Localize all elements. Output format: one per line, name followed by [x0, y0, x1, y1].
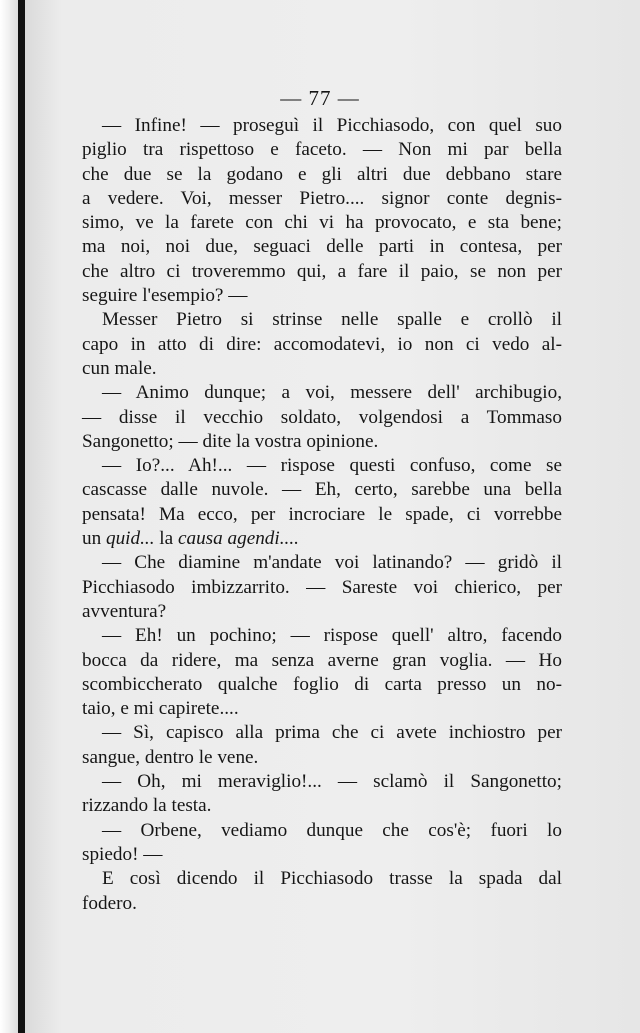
- text-fragment: un: [82, 528, 106, 550]
- text-line: Sangonetto; — dite la vostra opinione.: [82, 430, 379, 452]
- text-line: — Infine! — proseguì il Picchiasodo, con quel suo: [102, 115, 562, 136]
- italic-phrase: causa agendi....: [177, 528, 299, 550]
- text-line: seguire l'esempio? —: [82, 285, 248, 307]
- text-line: taio, e mi capirete....: [82, 698, 239, 720]
- text-line: che due se la godano e gli altri due debbano stare: [82, 163, 562, 185]
- page-gutter: [0, 0, 20, 1033]
- italic-phrase: quid...: [105, 528, 155, 550]
- text-line: — Eh! un pochino; — rispose quell' altro, facendo: [102, 625, 562, 647]
- text-line: cun male.: [82, 357, 157, 379]
- text-line: — disse il vecchio soldato, volgendosi a Tommaso: [82, 406, 562, 428]
- text-line: spiedo! —: [82, 843, 163, 865]
- text-line: avventura?: [82, 600, 167, 622]
- text-line: scombiccherato qualche foglio di carta presso un no-: [82, 673, 562, 695]
- text-line: — Animo dunque; a voi, messere dell' archibugio,: [102, 382, 562, 404]
- text-line: ma noi, noi due, seguaci delle parti in contesa, per: [82, 236, 562, 258]
- body-text: [82, 114, 562, 916]
- text-line: [82, 527, 562, 551]
- text-line: — Io?... Ah!... — rispose questi confuso, come se: [102, 455, 562, 477]
- book-spine-shadow: [18, 0, 25, 1033]
- text-line: capo in atto di dire: accomodatevi, io non ci vedo al-: [82, 333, 562, 355]
- text-line: simo, ve la farete con chi vi ha provocato, e sta bene;: [82, 212, 562, 234]
- text-fragment: la: [154, 528, 178, 550]
- text-line: piglio tra rispettoso e faceto. — Non mi par bella: [82, 139, 562, 161]
- text-line: cascasse dalle nuvole. — Eh, certo, sarebbe una bella: [82, 479, 562, 501]
- text-line: E così dicendo il Picchiasodo trasse la spada dal: [102, 868, 562, 890]
- text-line: Picchiasodo imbizzarrito. — Sareste voi chierico, per: [82, 576, 562, 598]
- page-number: — 77 —: [280, 86, 360, 110]
- text-line: sangue, dentro le vene.: [82, 746, 259, 768]
- text-line: — Che diamine m'andate voi latinando? — gridò il: [102, 552, 562, 574]
- text-line: pensata! Ma ecco, per incrociare le spade, ci vorrebbe: [82, 503, 562, 525]
- text-line: bocca da ridere, ma senza averne gran voglia. — Ho: [82, 649, 562, 671]
- text-line: fodero.: [82, 892, 137, 914]
- text-line: rizzando la testa.: [82, 795, 212, 817]
- text-line: a vedere. Voi, messer Pietro.... signor conte degnis-: [82, 187, 562, 209]
- text-line: — Sì, capisco alla prima che ci avete inchiostro per: [102, 722, 562, 744]
- text-line: Messer Pietro si strinse nelle spalle e crollò il: [102, 309, 562, 331]
- text-line: — Oh, mi meraviglio!... — sclamò il Sangonetto;: [102, 771, 562, 793]
- text-line: che altro ci troveremmo qui, a fare il paio, se non per: [82, 260, 562, 282]
- text-line: — Orbene, vediamo dunque che cos'è; fuori lo: [102, 819, 562, 841]
